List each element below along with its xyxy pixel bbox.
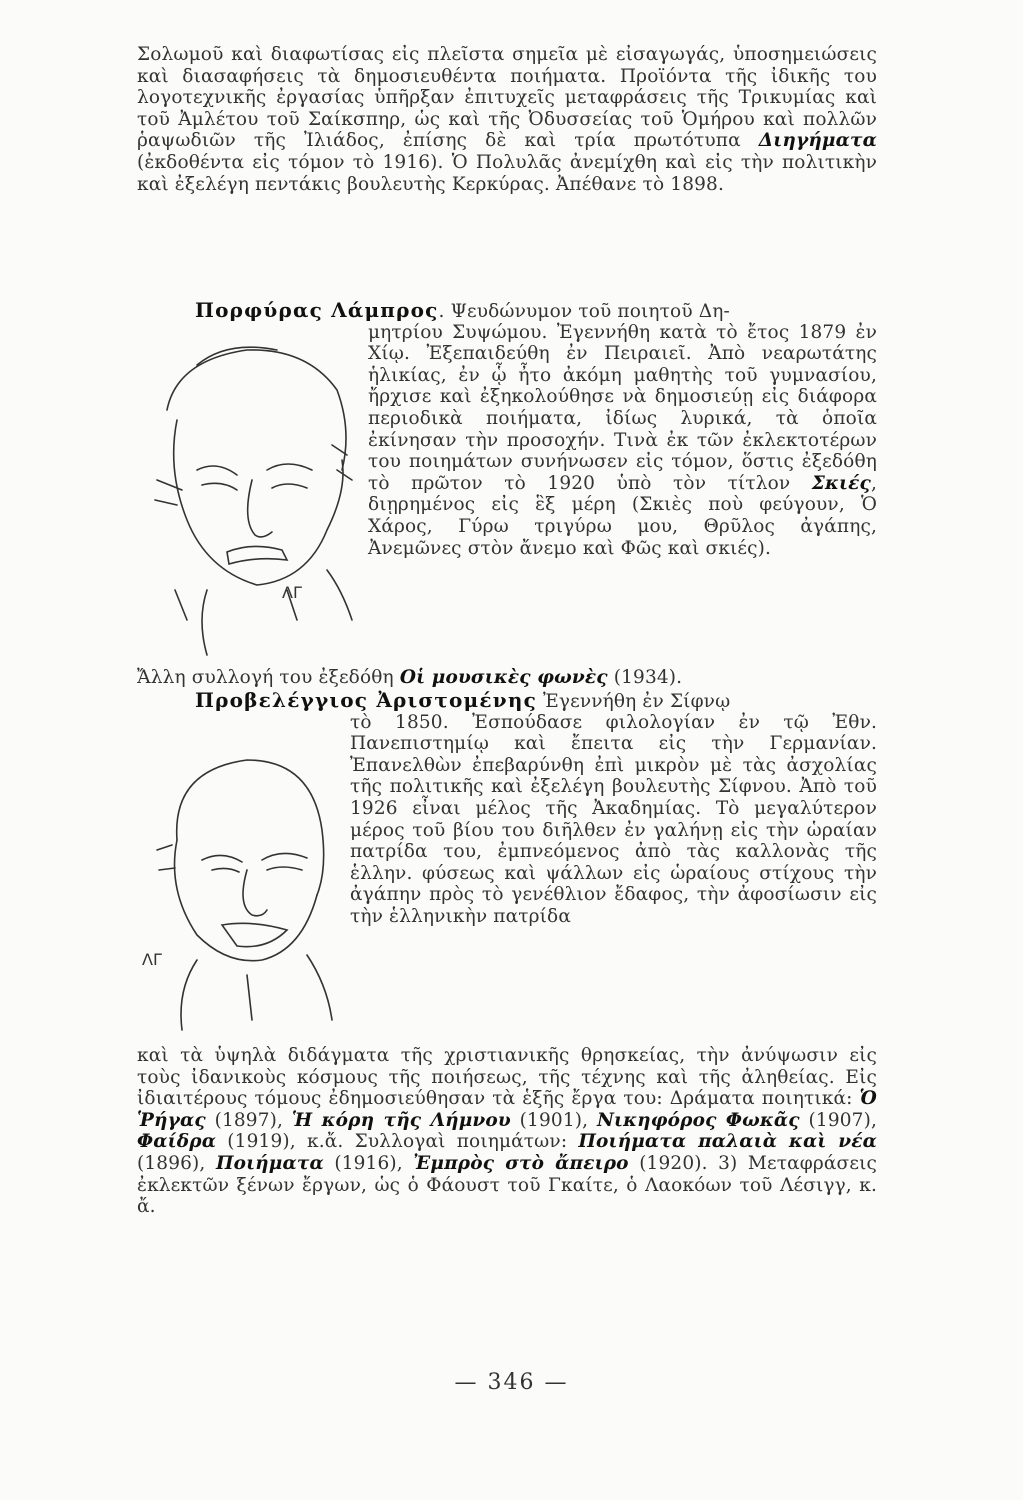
- work-title: Ἡ κόρη τῆς Λήμνου: [291, 1109, 511, 1131]
- entry-full-text: Ἄλλη συλλογή του ἐξεδόθη: [137, 667, 400, 688]
- entry-works: καὶ τὰ ὑψηλὰ διδάγματα τῆς χριστιανικῆς θρησκείας, τὴν ἀνύψωσιν εἰς τοὺς ἰδανικοὺς κόσμους τῆς ποιήσεως, τῆς τέχνης καὶ τῆς ἀληθείας. Εἰς ἰδιαιτέρους τόμους ἐδημοσιεύθησαν τὰ ἑξῆς ἔργα του: Δράματα ποιητικά: Ὁ Ῥήγας (1897), Ἡ κόρη τῆς Λήμνου (1901), Νικηφόρος Φωκᾶς (1907), Φαίδρα (1919), κ.ἄ. Συλλογαὶ ποιημάτων: Ποιήματα παλαιὰ καὶ νέα (1896), Ποιήματα (1916), Ἐμπρὸς στὸ ἄπειρο (1920). 3) Μεταφράσεις ἐκλεκτῶν ξένων ἔργων, ὡς ὁ Φάουστ τοῦ Γκαίτε, ὁ Λαοκόων τοῦ Λέσιγγ, κ. ἄ.: [137, 1045, 877, 1218]
- entry-body-tail: , διῃρημένος εἰς ἓξ μέρη (Σκιὲς ποὺ φεύγουν, Ὁ Χάρος, Γύρω τριγύρω μου, Θρῦλος ἀγάπης, Ἀνεμῶνες στὸν ἄνεμο καὶ Φῶς καὶ σκιές).: [368, 472, 877, 559]
- work-title: Φαίδρα: [137, 1131, 217, 1153]
- intro-text: Σολωμοῦ καὶ διαφωτίσας εἰς πλεῖστα σημεῖα μὲ εἰσαγωγάς, ὑποσημειώσεις καὶ διασαφήσεις τὰ δημοσιευθέντα ποιήματα. Προϊόντα τῆς ἰδικῆς του λογοτεχνικῆς ἐργασίας ὑπῆρξαν ἐπιτυχεῖς μεταφράσεις τῆς Τρικυμίας καὶ τοῦ Ἀμλέτου τοῦ Σαίκσπηρ, ὡς καὶ τῆς Ὀδυσσείας τοῦ Ὁμήρου καὶ πολλῶν ῥαψωδιῶν τῆς Ἰλιάδος, ἐπίσης δὲ καὶ τρία πρωτότυπα: [137, 44, 877, 152]
- page-number: — 346 —: [454, 1370, 569, 1395]
- work-title: Ποιήματα παλαιὰ καὶ νέα: [578, 1131, 877, 1153]
- work-title: Ὁ Ῥήγας: [137, 1088, 877, 1131]
- entry-name: Πορφύρας Λάμπρος: [195, 298, 439, 322]
- entry-book-title: Σκιές: [811, 472, 871, 494]
- intro-title: Διηγήματα: [758, 130, 877, 152]
- work-title: Ἐμπρὸς στὸ ἄπειρο: [413, 1152, 629, 1174]
- intro-tail: (ἐκδοθέντα εἰς τόμον τὸ 1916). Ὁ Πολυλᾶς ἀνεμίχθη καὶ εἰς τὴν πολιτικὴν καὶ ἐξελέγη πεντάκις βουλευτὴς Κερκύρας. Ἀπέθανε τὸ 1898.: [137, 151, 877, 195]
- portrait-drawing: [137, 320, 362, 665]
- entry-body: τὸ 1850. Ἐσπούδασε φιλολογίαν ἐν τῷ Ἐθν. Πανεπιστημίῳ καὶ ἔπειτα εἰς τὴν Γερμανίαν. Ἐπανελθὼν ἐπεβαρύνθη ἐπὶ μικρὸν μὲ τὰς ἀσχολίας τῆς πολιτικῆς καὶ ἐξελέγη βουλευτὴς Σίφνου. Ἀπὸ τοῦ 1926 εἶναι μέλος τῆς Ἀκαδημίας. Τὸ μεγαλύτερον μέρος τοῦ βίου του διῆλθεν ἐν γαλήνῃ εἰς τὴν ὡραίαν πατρίδα του, ἐμπνεόμενος ἀπὸ τὰς καλλονὰς τῆς ἑλλην. φύσεως καὶ ψάλλων εἰς ὡραίους στίχους τὴν ἀγάπην πρὸς τὸ γενέθλιον ἔδαφος, τὴν ἀφοσίωσιν εἰς τὴν ἑλληνικὴν πατρίδα: [350, 711, 877, 927]
- entry-full-title: Οἱ μουσικὲς φωνὲς: [399, 667, 608, 688]
- entry-head-text: Ἐγεννήθη ἐν Σίφνῳ: [536, 691, 731, 712]
- portrait-signature: ΛΓ: [282, 583, 302, 602]
- entry-head-text: . Ψευδώνυμον τοῦ ποιητοῦ Δη-: [438, 301, 730, 322]
- work-title: Ποιήματα: [215, 1152, 324, 1174]
- portrait-signature: ΛΓ: [142, 950, 162, 969]
- entry-name: Προβελέγγιος Ἀριστομένης: [195, 688, 537, 712]
- work-title: Νικηφόρος Φωκᾶς: [596, 1109, 800, 1131]
- intro-paragraph: [137, 44, 877, 195]
- portrait-drawing: [137, 720, 347, 1040]
- entry-full-tail: (1934).: [607, 667, 683, 688]
- entry-body: μητρίου Συψώμου. Ἐγεννήθη κατὰ τὸ ἔτος 1879 ἐν Χίῳ. Ἐξεπαιδεύθη ἐν Πειραιεῖ. Ἀπὸ νεαρωτάτης ἡλικίας, ἐν ᾧ ἦτο ἀκόμη μαθητὴς τοῦ γυμνασίου, ἤρχισε καὶ ἐξηκολούθησε νὰ δημοσιεύῃ εἰς διάφορα περιοδικὰ ποιήματα, ἰδίως λυρικά, τὰ ὁποῖα ἐκίνησαν τὴν προσοχήν. Τινὰ ἐκ τῶν ἐκλεκτοτέρων του ποιημάτων συνήνωσεν εἰς τόμον, ὅστις ἐξεδόθη τὸ πρῶτον τὸ 1920 ὑπὸ τὸν τίτλον: [368, 321, 877, 494]
